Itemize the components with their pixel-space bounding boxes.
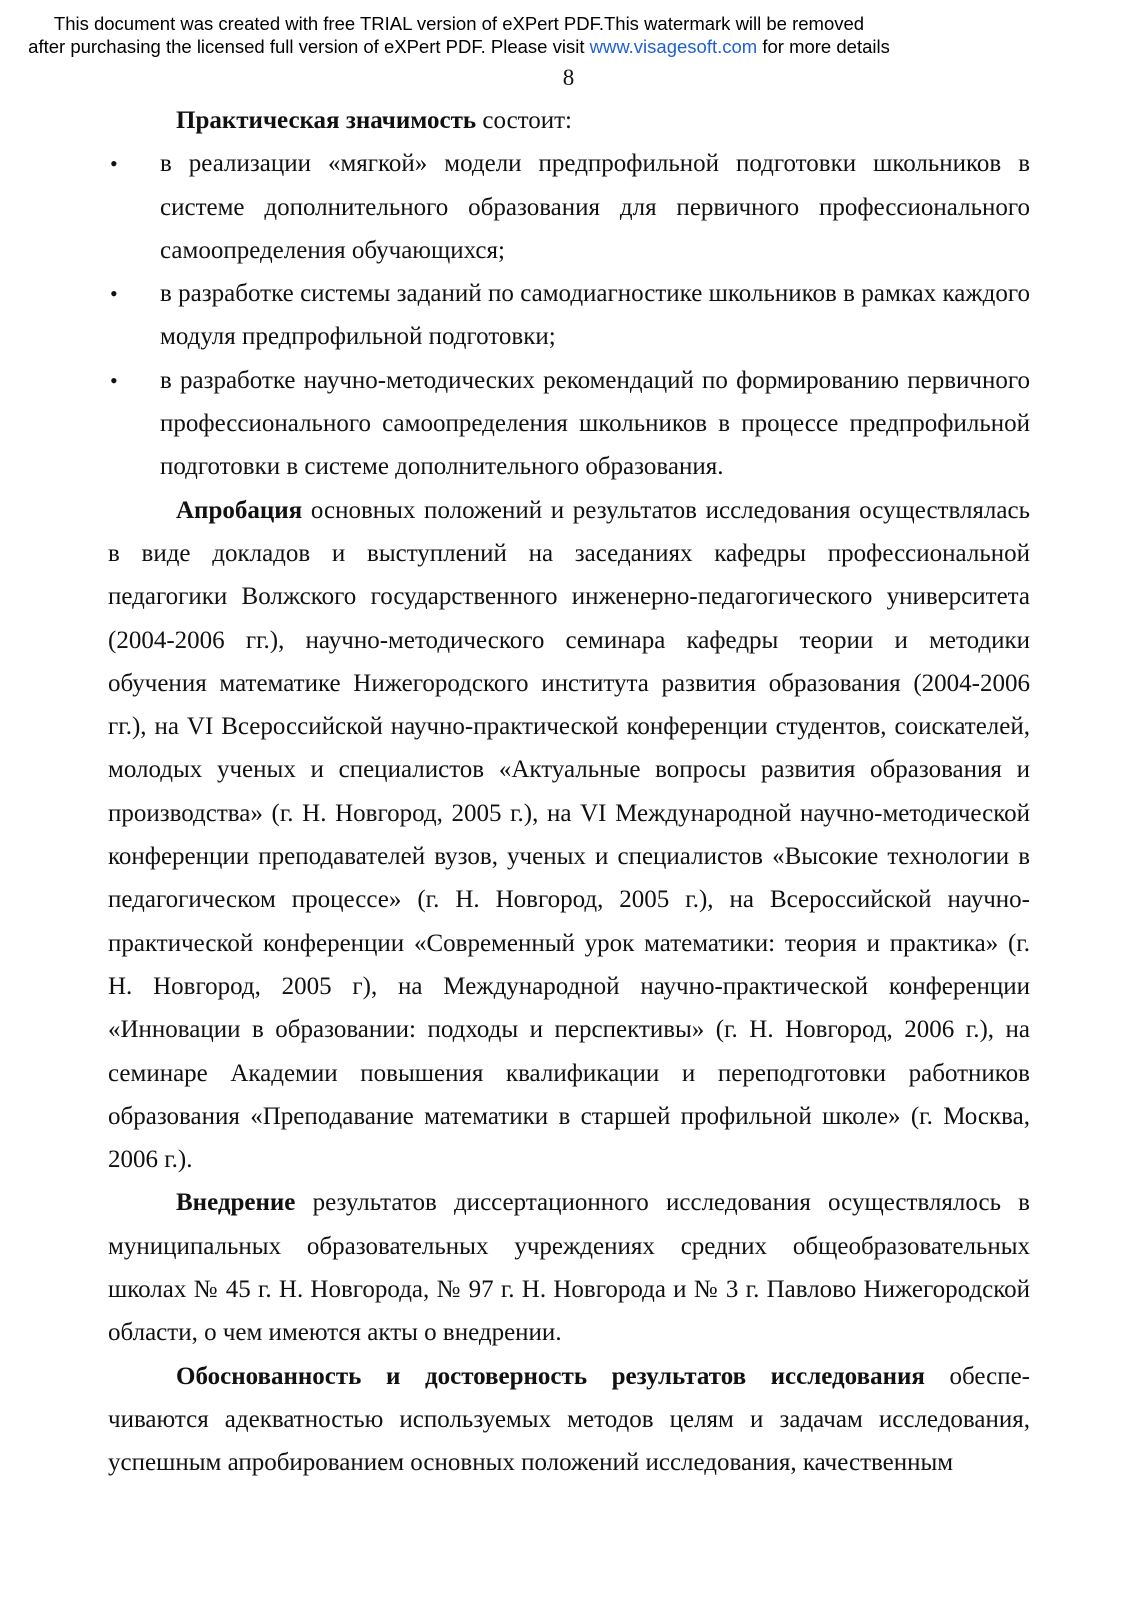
practical-significance-lead: состоит: bbox=[476, 107, 573, 134]
practical-significance-list bbox=[108, 142, 1030, 488]
implementation-paragraph bbox=[108, 1181, 1030, 1354]
watermark-line-2-text: after purchasing the licensed full version of eXPert PDF. Please visit bbox=[28, 36, 590, 57]
bullet-icon: • bbox=[110, 151, 118, 177]
list-item bbox=[108, 272, 1030, 359]
watermark-line-1: This document was created with free TRIAL version of eXPert PDF.This watermark will be removed bbox=[53, 13, 865, 34]
document-body bbox=[108, 99, 1030, 1485]
practical-significance-paragraph bbox=[108, 99, 1030, 142]
list-item-text: в разработке научно-методических рекомендаций по формированию первичного профессионального самоопределения школьников в процессе предпрофильной подготовки в системе дополнительного образования. bbox=[160, 366, 1030, 481]
list-item-text: в реализации «мягкой» модели предпрофильной подготовки школьников в системе дополнительного образования для первичного профессионального самоопределения обучающихся; bbox=[160, 150, 1030, 264]
watermark-line-2 bbox=[0, 35, 918, 58]
list-item bbox=[108, 359, 1030, 489]
trial-watermark bbox=[0, 12, 918, 58]
approbation-text: основных положений и результатов исследования осуществлялась в виде докладов и выступлений на заседаниях кафедры профессиональной педагогики Волжского государственного инженерно-педагогического университета (2004-2006 гг.), научно-методического семинара кафедры теории и методики обучения математике Нижегородского института развития образования (2004-2006 гг.), на VI Всероссийской научно-практической конференции студентов, соискателей, молодых ученых и специалистов «Актуальные вопросы развития образования и производства» (г. Н. Новгород, 2005 г.), на VI Международной научно-методической конференции преподавателей вузов, ученых и специалистов «Высокие технологии в педагогическом процессе» (г. Н. Новгород, 2005 г.), на Всероссийской научно-практической конференции «Современный урок математики: теория и практика» (г. Н. Новгород, 2005 г), на Международной научно-практической конференции «Инновации в образовании: подходы и перспективы» (г. Н. Новгород, 2006 г.), на семинаре Академии повышения квалификации и переподготовки работников образования «Преподавание математики в старшей профильной школе» (г. Москва, 2006 г.). bbox=[108, 496, 1030, 1174]
practical-significance-heading: Практическая значимость bbox=[176, 107, 477, 134]
list-item bbox=[108, 142, 1030, 272]
validity-paragraph bbox=[108, 1355, 1030, 1485]
approbation-heading: Апробация bbox=[176, 496, 303, 524]
implementation-text: результатов диссертационного исследования осуществлялось в муниципальных образовательных учреждениях средних общеобразовательных школах № 45 г. Н. Новгорода, № 97 г. Н. Новгорода и № 3 г. Павлово Нижегородской области, о чем имеются акты о внедрении. bbox=[108, 1189, 1030, 1347]
bullet-icon: • bbox=[110, 281, 118, 307]
watermark-link[interactable]: www.visagesoft.com bbox=[589, 36, 758, 57]
implementation-heading: Внедрение bbox=[176, 1189, 296, 1217]
approbation-paragraph bbox=[108, 489, 1030, 1182]
validity-text: обеспечиваются адекватностью используемых методов целям и задачам исследования, успешным апробированием основных положений исследования, качественным bbox=[108, 1362, 1030, 1477]
validity-heading: Обоснованность и достоверность результатов исследования bbox=[176, 1362, 925, 1390]
watermark-line-2-tail: for more details bbox=[757, 36, 890, 57]
bullet-icon: • bbox=[110, 367, 118, 393]
list-item-text: в разработке системы заданий по самодиагностике школьников в рамках каждого модуля предпрофильной подготовки; bbox=[160, 280, 1030, 351]
page-number: 8 bbox=[562, 65, 575, 90]
